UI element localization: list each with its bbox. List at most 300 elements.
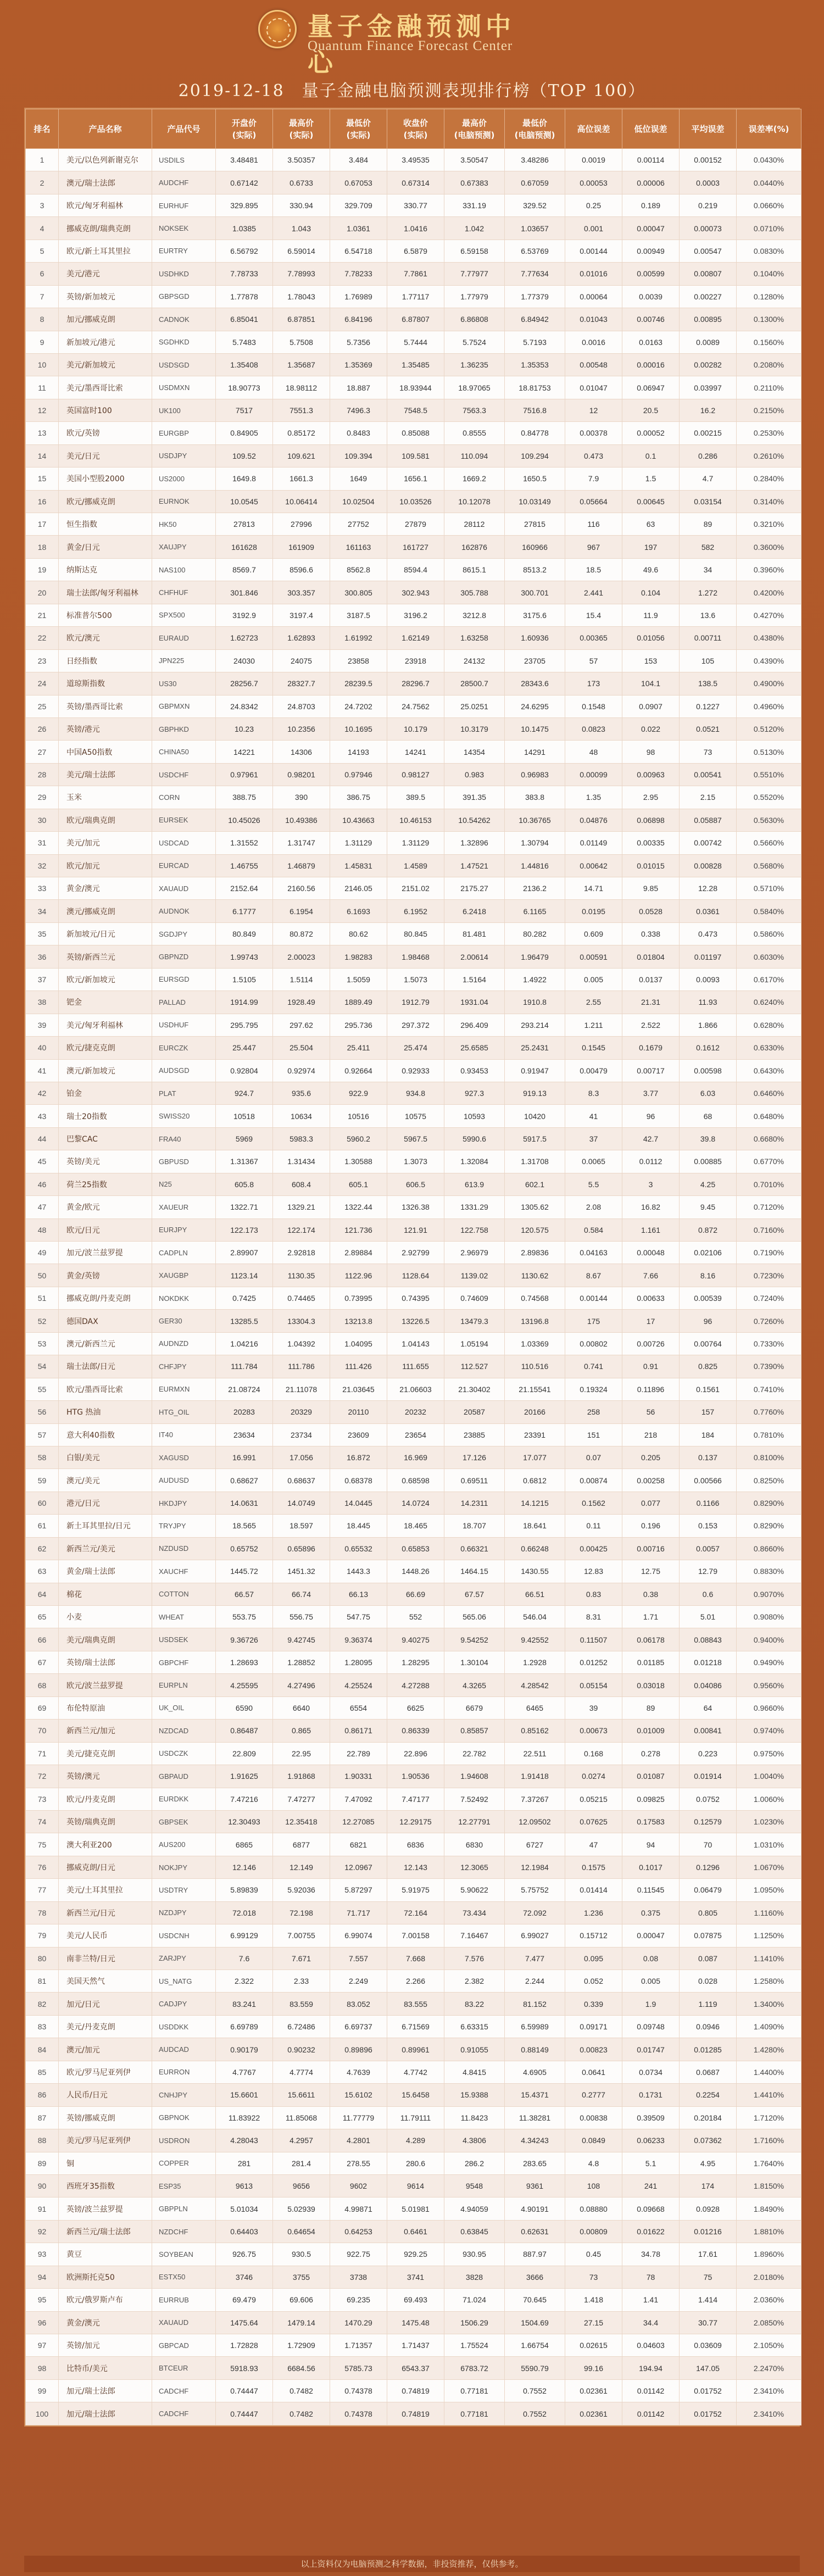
pred-low-cell: 6.59989 [505,2015,565,2038]
product-code-cell: XAUGBP [152,1264,216,1287]
low-error-cell: 0.00335 [622,832,680,854]
error-rate-cell: 1.7120% [737,2106,801,2129]
close-cell: 12.29175 [387,1810,444,1833]
error-rate-cell: 1.8960% [737,2243,801,2266]
high-cell: 0.64654 [273,2220,330,2243]
avg-error-cell: 157 [680,1401,737,1423]
pred-high-cell: 2.96979 [444,1242,505,1264]
close-cell: 14241 [387,741,444,763]
product-name-cell: 新西兰元/加元 [59,1720,152,1742]
avg-error-cell: 0.825 [680,1355,737,1378]
avg-error-cell: 0.00828 [680,854,737,877]
pred-high-cell: 1.94608 [444,1765,505,1788]
pred-low-cell: 0.91947 [505,1059,565,1082]
avg-error-cell: 0.0687 [680,2061,737,2083]
high-cell: 4.2957 [273,2129,330,2152]
table-row [26,1810,801,1833]
pred-high-cell: 305.788 [444,581,505,604]
avg-error-cell: 2.15 [680,786,737,809]
low-cell: 2.249 [330,1970,387,1993]
high-error-cell: 0.01043 [565,308,622,331]
rank-cell: 98 [26,2357,59,2379]
error-rate-cell: 0.7390% [737,1355,801,1378]
product-code-cell: XAGUSD [152,1446,216,1468]
product-code-cell: TRYJPY [152,1515,216,1537]
rank-cell: 30 [26,809,59,831]
pred-low-cell: 6465 [505,1696,565,1719]
avg-error-cell: 0.03997 [680,376,737,399]
table-row [26,1742,801,1765]
low-error-cell: 0.06947 [622,376,680,399]
open-cell: 18.565 [216,1515,273,1537]
pred-high-cell: 1506.29 [444,2311,505,2334]
error-rate-cell: 0.7240% [737,1287,801,1309]
table-row [26,1947,801,1969]
column-header-label: (电脑预测) [454,130,495,140]
open-cell: 553.75 [216,1606,273,1628]
pred-high-cell: 67.57 [444,1583,505,1605]
avg-error-cell: 4.25 [680,1173,737,1195]
close-cell: 10575 [387,1105,444,1127]
product-name-cell: 澳元/新西兰元 [59,1332,152,1355]
table-row [26,2334,801,2357]
low-error-cell: 0.00949 [622,240,680,262]
close-cell: 13226.5 [387,1310,444,1332]
pred-low-cell: 1.30794 [505,832,565,854]
pred-high-cell: 1.77979 [444,285,505,308]
high-error-cell: 0.095 [565,1947,622,1969]
avg-error-cell: 0.0057 [680,1537,737,1560]
product-name-cell: 美元/匈牙利福林 [59,1014,152,1036]
open-cell: 0.64403 [216,2220,273,2243]
product-name-cell: 英镑/墨西哥比索 [59,695,152,717]
error-rate-cell: 0.4900% [737,672,801,695]
low-error-cell: 0.06178 [622,1628,680,1651]
product-name-cell: 欧元/丹麦克朗 [59,1788,152,1810]
high-error-cell: 39 [565,1696,622,1719]
column-header-label: 平均误差 [691,124,725,134]
product-name-cell: 新西兰元/日元 [59,1901,152,1924]
high-error-cell: 0.00064 [565,285,622,308]
open-cell: 5.7483 [216,331,273,353]
error-rate-cell: 0.9750% [737,1742,801,1765]
pred-low-cell: 1.2928 [505,1651,565,1673]
high-error-cell: 0.584 [565,1219,622,1241]
close-cell: 0.89961 [387,2038,444,2061]
open-cell: 24030 [216,649,273,672]
close-cell: 1475.48 [387,2311,444,2334]
product-name-cell: HTG 热油 [59,1401,152,1423]
open-cell: 0.67142 [216,171,273,194]
pred-low-cell: 10.03149 [505,490,565,513]
high-cell: 6.59014 [273,240,330,262]
rank-cell: 97 [26,2334,59,2357]
product-name-cell: 新土耳其里拉/日元 [59,1515,152,1537]
open-cell: 1.72828 [216,2334,273,2357]
high-cell: 7.00755 [273,1924,330,1947]
rank-cell: 94 [26,2266,59,2288]
pred-low-cell: 4.34243 [505,2129,565,2152]
column-header [387,109,444,149]
close-cell: 6.71569 [387,2015,444,2038]
pred-low-cell: 1.60936 [505,627,565,649]
low-cell: 7.557 [330,1947,387,1969]
open-cell: 80.849 [216,922,273,945]
rank-cell: 81 [26,1970,59,1993]
product-name-cell: 英镑/新西兰元 [59,945,152,968]
high-error-cell: 0.00479 [565,1059,622,1082]
high-cell: 1.043 [273,217,330,240]
close-cell: 0.74819 [387,2379,444,2402]
close-cell: 5.7444 [387,331,444,353]
product-code-cell: GBPPLN [152,2197,216,2220]
open-cell: 7517 [216,399,273,421]
low-error-cell: 0.00746 [622,308,680,331]
low-error-cell: 0.09825 [622,1788,680,1810]
product-name-cell: 港元/日元 [59,1492,152,1514]
high-error-cell: 0.19324 [565,1378,622,1400]
pred-high-cell: 613.9 [444,1173,505,1195]
low-cell: 0.68378 [330,1469,387,1492]
low-cell: 1.71357 [330,2334,387,2357]
avg-error-cell: 0.06479 [680,1879,737,1901]
pred-high-cell: 6.63315 [444,2015,505,2038]
high-cell: 10634 [273,1105,330,1127]
low-cell: 0.67053 [330,171,387,194]
pred-high-cell: 1931.04 [444,991,505,1014]
error-rate-cell: 0.5630% [737,809,801,831]
high-error-cell: 1.236 [565,1901,622,1924]
low-error-cell: 0.077 [622,1492,680,1514]
rank-cell: 18 [26,536,59,558]
close-cell: 10.179 [387,717,444,740]
low-cell: 21.03645 [330,1378,387,1400]
error-rate-cell: 0.7230% [737,1264,801,1287]
high-error-cell: 0.01047 [565,376,622,399]
pred-low-cell: 1504.69 [505,2311,565,2334]
avg-error-cell: 0.02106 [680,1242,737,1264]
low-error-cell: 0.0112 [622,1150,680,1173]
error-rate-cell: 0.4380% [737,627,801,649]
high-cell: 1479.14 [273,2311,330,2334]
error-rate-cell: 0.8660% [737,1537,801,1560]
product-code-cell: PLAT [152,1082,216,1104]
pred-high-cell: 73.434 [444,1901,505,1924]
table-row [26,786,801,809]
high-cell: 0.98201 [273,763,330,786]
low-error-cell: 5.1 [622,2152,680,2174]
close-cell: 552 [387,1606,444,1628]
close-cell: 6.1952 [387,900,444,922]
low-cell: 23609 [330,1423,387,1446]
avg-error-cell: 0.12579 [680,1810,737,1833]
avg-error-cell: 68 [680,1105,737,1127]
low-cell: 23858 [330,649,387,672]
column-header [737,109,801,149]
open-cell: 7.6 [216,1947,273,1969]
low-error-cell: 0.06233 [622,2129,680,2152]
high-error-cell: 18.5 [565,558,622,581]
high-error-cell: 0.168 [565,1742,622,1765]
table-row [26,1355,801,1378]
error-rate-cell: 0.5520% [737,786,801,809]
error-rate-cell: 0.4200% [737,581,801,604]
high-cell: 7.47277 [273,1788,330,1810]
product-code-cell: CADJPY [152,1993,216,2015]
table-row [26,1469,801,1492]
rank-cell: 1 [26,149,59,171]
low-cell: 12.27085 [330,1810,387,1833]
product-code-cell: USDSGD [152,353,216,376]
avg-error-cell: 0.01752 [680,2379,737,2402]
high-cell: 14.0749 [273,1492,330,1514]
product-code-cell: FRA40 [152,1127,216,1150]
avg-error-cell: 5.01 [680,1606,737,1628]
low-error-cell: 0.00717 [622,1059,680,1082]
high-cell: 6877 [273,1833,330,1856]
pred-low-cell: 1.77379 [505,285,565,308]
pred-high-cell: 7.52492 [444,1788,505,1810]
high-error-cell: 258 [565,1401,622,1423]
error-rate-cell: 0.3600% [737,536,801,558]
product-code-cell: GBPSGD [152,285,216,308]
product-code-cell: USDCAD [152,832,216,854]
error-rate-cell: 1.0060% [737,1788,801,1810]
product-name-cell: 美国天然气 [59,1970,152,1993]
rank-cell: 22 [26,627,59,649]
product-code-cell: GBPCAD [152,2334,216,2357]
table-row [26,422,801,444]
open-cell: 1.99743 [216,945,273,968]
error-rate-cell: 0.7190% [737,1242,801,1264]
avg-error-cell: 11.93 [680,991,737,1014]
rank-cell: 36 [26,945,59,968]
close-cell: 23918 [387,649,444,672]
pred-low-cell: 1650.5 [505,468,565,490]
pred-low-cell: 546.04 [505,1606,565,1628]
low-error-cell: 16.82 [622,1196,680,1219]
column-header-label: 排名 [34,124,51,134]
close-cell: 1.5073 [387,968,444,991]
pred-low-cell: 18.641 [505,1515,565,1537]
table-row [26,809,801,831]
rank-cell: 51 [26,1287,59,1309]
product-code-cell: USDHUF [152,1014,216,1036]
rank-cell: 100 [26,2402,59,2425]
product-code-cell: ESTX50 [152,2266,216,2288]
rank-cell: 68 [26,1674,59,1696]
open-cell: 161628 [216,536,273,558]
pred-low-cell: 110.516 [505,1355,565,1378]
pred-high-cell: 3828 [444,2266,505,2288]
product-code-cell: CADCHF [152,2379,216,2402]
pred-low-cell: 109.294 [505,444,565,467]
product-code-cell: EURSGD [152,968,216,991]
table-row [26,1696,801,1719]
rank-cell: 31 [26,832,59,854]
error-rate-cell: 0.7120% [737,1196,801,1219]
pred-low-cell: 120.575 [505,1219,565,1241]
close-cell: 0.92933 [387,1059,444,1082]
product-code-cell: CADCHF [152,2402,216,2425]
product-name-cell: 西班牙35指数 [59,2174,152,2197]
product-code-cell: EURMXN [152,1378,216,1400]
close-cell: 7.7861 [387,263,444,285]
error-rate-cell: 0.7810% [737,1423,801,1446]
error-rate-cell: 0.5860% [737,922,801,945]
close-cell: 72.164 [387,1901,444,1924]
pred-high-cell: 81.481 [444,922,505,945]
low-cell: 9.36374 [330,1628,387,1651]
open-cell: 9.36726 [216,1628,273,1651]
close-cell: 0.98127 [387,763,444,786]
low-cell: 278.55 [330,2152,387,2174]
rank-cell: 46 [26,1173,59,1195]
error-rate-cell: 1.0230% [737,1810,801,1833]
open-cell: 0.7425 [216,1287,273,1309]
low-error-cell: 0.1731 [622,2084,680,2106]
low-error-cell: 3 [622,1173,680,1195]
product-name-cell: 澳元/加元 [59,2038,152,2061]
table-row [26,1901,801,1924]
open-cell: 20283 [216,1401,273,1423]
low-error-cell: 0.0137 [622,968,680,991]
product-name-cell: 英镑/波兰兹罗提 [59,2197,152,2220]
product-name-cell: 澳元/新加坡元 [59,1059,152,1082]
low-cell: 0.97946 [330,763,387,786]
pred-high-cell: 1.32084 [444,1150,505,1173]
low-cell: 1.28095 [330,1651,387,1673]
pred-low-cell: 10.1475 [505,717,565,740]
avg-error-cell: 0.20184 [680,2106,737,2129]
high-error-cell: 0.00673 [565,1720,622,1742]
open-cell: 0.65752 [216,1537,273,1560]
error-rate-cell: 0.9070% [737,1583,801,1605]
low-cell: 4.7639 [330,2061,387,2083]
low-error-cell: 0.0163 [622,331,680,353]
error-rate-cell: 0.6170% [737,968,801,991]
product-code-cell: SGDJPY [152,922,216,945]
pred-low-cell: 72.092 [505,1901,565,1924]
product-code-cell: USDDKK [152,2015,216,2038]
high-error-cell: 48 [565,741,622,763]
high-cell: 5983.3 [273,1127,330,1150]
error-rate-cell: 0.4270% [737,604,801,626]
pred-high-cell: 0.69511 [444,1469,505,1492]
close-cell: 1.04143 [387,1332,444,1355]
low-error-cell: 0.00047 [622,1924,680,1947]
avg-error-cell: 0.00807 [680,263,737,285]
open-cell: 2.89907 [216,1242,273,1264]
table-row [26,2129,801,2152]
avg-error-cell: 0.05887 [680,809,737,831]
error-rate-cell: 0.0430% [737,149,801,171]
close-cell: 297.372 [387,1014,444,1036]
pred-low-cell: 21.15541 [505,1378,565,1400]
product-code-cell: NOKJPY [152,1856,216,1878]
high-cell: 22.95 [273,1742,330,1765]
product-name-cell: 新加坡元/港元 [59,331,152,353]
pred-high-cell: 17.126 [444,1446,505,1468]
high-cell: 66.74 [273,1583,330,1605]
product-name-cell: 美元/丹麦克朗 [59,2015,152,2038]
high-cell: 109.621 [273,444,330,467]
pred-low-cell: 18.81753 [505,376,565,399]
close-cell: 1128.64 [387,1264,444,1287]
open-cell: 83.241 [216,1993,273,2015]
close-cell: 0.74395 [387,1287,444,1309]
rank-cell: 20 [26,581,59,604]
error-rate-cell: 0.6430% [737,1059,801,1082]
error-rate-cell: 1.1160% [737,1901,801,1924]
rank-cell: 77 [26,1879,59,1901]
close-cell: 4.289 [387,2129,444,2152]
pred-high-cell: 0.67383 [444,171,505,194]
pred-high-cell: 6830 [444,1833,505,1856]
rank-cell: 10 [26,353,59,376]
table-row [26,399,801,421]
close-cell: 3.49535 [387,149,444,171]
high-cell: 80.872 [273,922,330,945]
column-header-label: 产品代号 [167,124,201,134]
high-cell: 3755 [273,2266,330,2288]
brand-logo-icon [258,10,297,48]
close-cell: 6.5879 [387,240,444,262]
product-code-cell: BTCEUR [152,2357,216,2379]
high-error-cell: 0.00144 [565,1287,622,1309]
product-code-cell: USDCZK [152,1742,216,1765]
high-cell: 15.6611 [273,2084,330,2106]
error-rate-cell: 1.1410% [737,1947,801,1969]
close-cell: 3741 [387,2266,444,2288]
low-error-cell: 0.01622 [622,2220,680,2243]
error-rate-cell: 0.0440% [737,171,801,194]
high-cell: 0.6733 [273,171,330,194]
low-cell: 1.5059 [330,968,387,991]
low-error-cell: 0.205 [622,1446,680,1468]
high-error-cell: 0.11507 [565,1628,622,1651]
low-error-cell: 0.08 [622,1947,680,1969]
pred-high-cell: 3.50547 [444,149,505,171]
pred-low-cell: 0.6812 [505,1469,565,1492]
product-name-cell: 巴黎CAC [59,1127,152,1150]
table-row [26,1765,801,1788]
close-cell: 1.0416 [387,217,444,240]
pred-low-cell: 5.75752 [505,1879,565,1901]
close-cell: 7.668 [387,1947,444,1969]
product-code-cell: EURNOK [152,490,216,513]
error-rate-cell: 1.4280% [737,2038,801,2061]
product-name-cell: 加元/挪威克朗 [59,308,152,331]
avg-error-cell: 0.00073 [680,217,737,240]
rank-cell: 26 [26,717,59,740]
low-error-cell: 0.01185 [622,1651,680,1673]
product-name-cell: 英镑/瑞典克朗 [59,1810,152,1833]
pred-low-cell: 7.37267 [505,1788,565,1810]
low-error-cell: 0.00963 [622,763,680,786]
close-cell: 0.6461 [387,2220,444,2243]
avg-error-cell: 0.00711 [680,627,737,649]
rank-cell: 53 [26,1332,59,1355]
table-row [26,2402,801,2425]
error-rate-cell: 0.5130% [737,741,801,763]
pred-low-cell: 329.52 [505,194,565,216]
low-cell: 80.62 [330,922,387,945]
avg-error-cell: 174 [680,2174,737,2197]
open-cell: 0.74447 [216,2379,273,2402]
column-header-label: (实际) [289,130,314,140]
high-error-cell: 0.02361 [565,2402,622,2425]
